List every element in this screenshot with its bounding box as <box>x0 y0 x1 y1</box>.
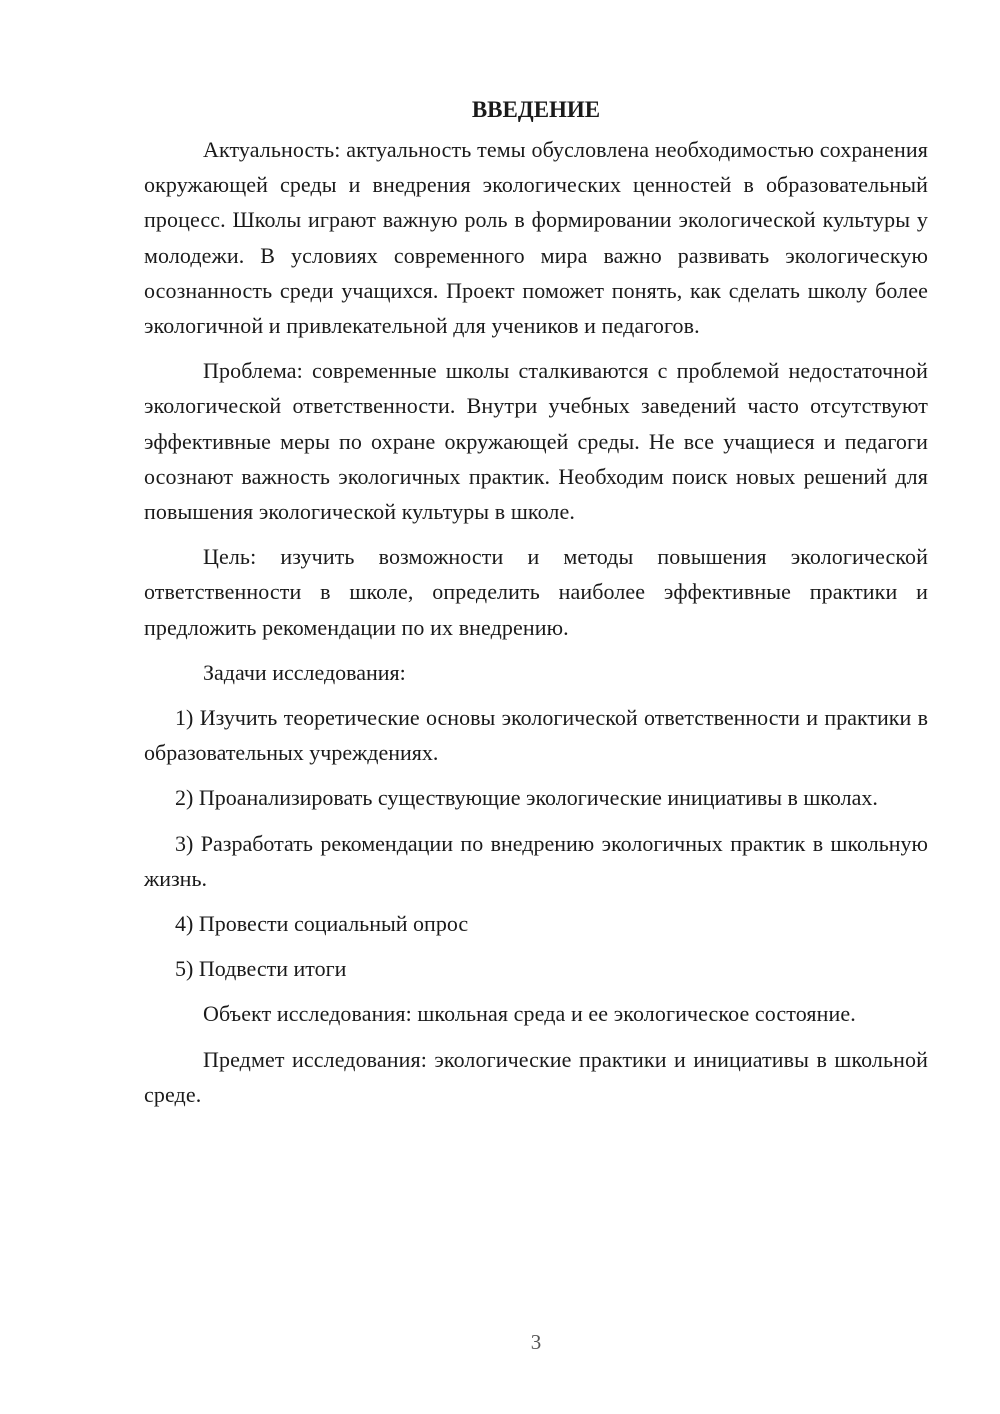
subject-paragraph: Предмет исследования: экологические практики и инициативы в школьной среде. <box>144 1046 928 1107</box>
problem-paragraph: Проблема: современные школы сталкиваются с проблемой недостаточной экологической ответственности. Внутри учебных заведений часто отсутствуют эффективные меры по охране окружающей среды. Не все учащиеся и педагоги осознают важность экологичных практик. Необходим поиск новых решений для повышения экологической культуры в школе. <box>144 358 928 525</box>
task-item: 1) Изучить теоретические основы экологической ответственности и практики в образовательных учреждениях. <box>144 705 928 766</box>
tasks-heading: Задачи исследования: <box>203 659 406 685</box>
object-paragraph: Объект исследования: школьная среда и ее экологическое состояние. <box>203 1001 856 1027</box>
page-number: 3 <box>530 1330 542 1354</box>
task-item: 4) Провести социальный опрос <box>175 911 469 937</box>
relevance-paragraph: Актуальность: актуальность темы обусловлена необходимостью сохранения окружающей среды и внедрения экологических ценностей в образовательный процесс. Школы играют важную роль в формировании экологической культуры у молодежи. В условиях современного мира важно развивать экологическую осознанность среди учащихся. Проект поможет понять, как сделать школу более экологичной и привлекательной для учеников и педагогов. <box>144 137 928 339</box>
page-title: ВВЕДЕНИЕ <box>471 97 601 122</box>
task-item: 5) Подвести итоги <box>175 956 347 982</box>
goal-paragraph: Цель: изучить возможности и методы повышения экологической ответственности в школе, определить наиболее эффективные практики и предложить рекомендации по их внедрению. <box>144 544 928 640</box>
document-page <box>144 90 928 1122</box>
task-item: 2) Проанализировать существующие экологические инициативы в школах. <box>175 785 878 811</box>
task-item: 3) Разработать рекомендации по внедрению экологичных практик в школьную жизнь. <box>144 830 928 891</box>
